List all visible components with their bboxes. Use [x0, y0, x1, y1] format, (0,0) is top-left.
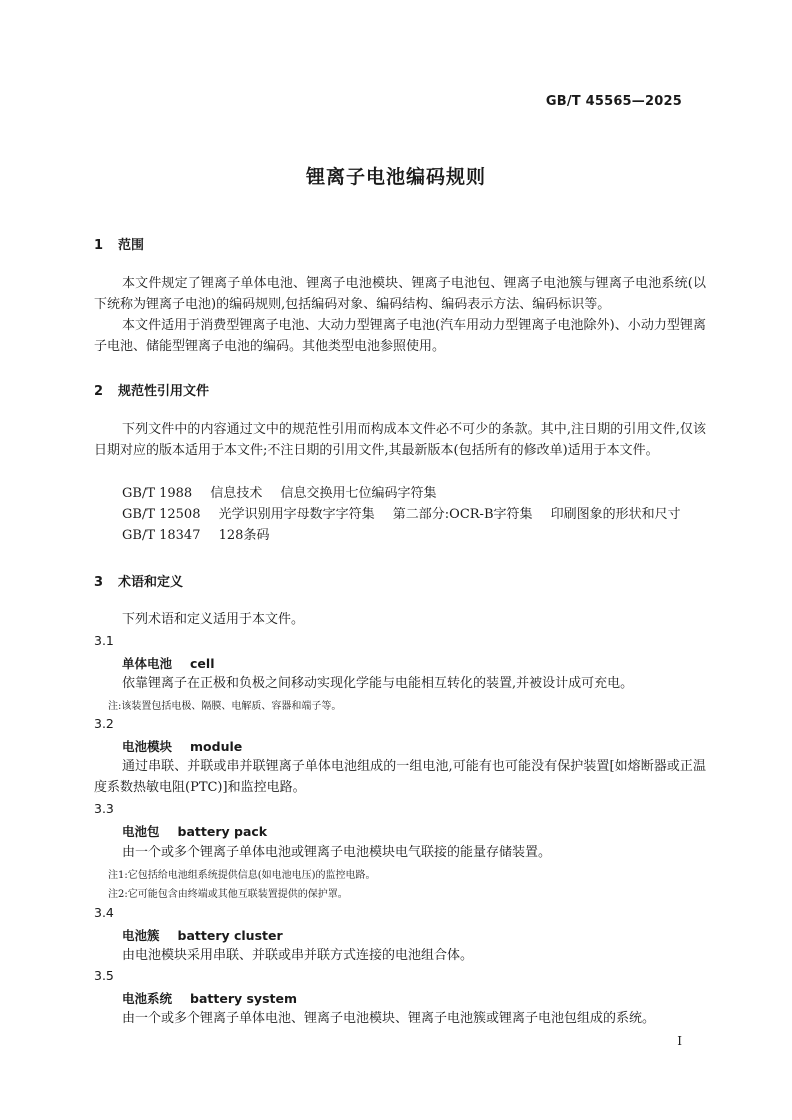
- term-number: 3.3: [94, 801, 114, 816]
- reference-code: GB/T 1988: [122, 486, 193, 501]
- reference-title-part: 128条码: [218, 528, 270, 543]
- term-note: 注1:它包括给电池组系统提供信息(如电池电压)的监控电路。: [108, 870, 376, 881]
- term-note: 注:该装置包括电极、隔膜、电解质、容器和端子等。: [108, 701, 342, 712]
- term-note: 注2:它可能包含由终端或其他互联装置提供的保护罩。: [108, 889, 348, 900]
- section-number: 2: [94, 384, 104, 399]
- term-en: battery pack: [177, 824, 268, 839]
- term-en: battery system: [190, 991, 297, 1006]
- section-number: 3: [94, 575, 104, 590]
- reference-title-part: 印刷图象的形状和尺寸: [550, 507, 681, 522]
- term-name: [122, 989, 297, 1007]
- reference-item: [122, 483, 437, 504]
- term-definition: 依靠锂离子在正极和负极之间移动实现化学能与电能相互转化的装置,并被设计成可充电。: [122, 676, 634, 691]
- reference-title-part: 第二部分:OCR-B字符集: [392, 507, 533, 522]
- term-name: [122, 822, 267, 840]
- term-number: 3.2: [94, 716, 114, 731]
- section-title: 术语和定义: [118, 575, 184, 590]
- term-number: 3.4: [94, 905, 114, 920]
- references-paragraph: 下列文件中的内容通过文中的规范性引用而构成本文件必不可少的条款。其中,注日期的引用文件,仅该日期对应的版本适用于本文件;不注日期的引用文件,其最新版本(包括所有的修改单)适用于本文件。: [94, 422, 706, 458]
- standard-number: GB/T 45565—2025: [545, 94, 682, 109]
- reference-item: [122, 525, 269, 546]
- term-zh: 电池系统: [122, 991, 173, 1006]
- term-definition: 通过串联、并联或串并联锂离子单体电池组成的一组电池,可能有也可能没有保护装置[如熔断器或正温度系数热敏电阻(PTC)]和监控电路。: [94, 759, 706, 795]
- terms-intro: 下列术语和定义适用于本文件。: [122, 612, 305, 627]
- document-title: 锂离子电池编码规则: [305, 166, 486, 188]
- section-1-heading: [94, 234, 144, 253]
- term-number: 3.5: [94, 968, 114, 983]
- section-3-heading: [94, 571, 183, 590]
- reference-title-part: 光学识别用字母数字字符集: [218, 507, 375, 522]
- term-zh: 电池模块: [122, 739, 173, 754]
- term-number: 3.1: [94, 633, 114, 648]
- term-en: module: [190, 739, 243, 754]
- term-definition: 由一个或多个锂离子单体电池、锂离子电池模块、锂离子电池簇或锂离子电池包组成的系统。: [122, 1011, 656, 1026]
- term-zh: 电池簇: [122, 928, 160, 943]
- scope-paragraph-1: 本文件规定了锂离子单体电池、锂离子电池模块、锂离子电池包、锂离子电池簇与锂离子电池系统(以下统称为锂离子电池)的编码规则,包括编码对象、编码结构、编码表示方法、编码标识等。: [94, 276, 706, 312]
- section-2-heading: [94, 380, 209, 399]
- section-number: 1: [94, 238, 104, 253]
- reference-item: [122, 504, 681, 525]
- page-number: I: [677, 1034, 682, 1048]
- term-en: battery cluster: [177, 928, 283, 943]
- term-name: [122, 654, 214, 672]
- reference-code: GB/T 12508: [122, 507, 201, 522]
- term-name: [122, 926, 283, 944]
- reference-title-part: 信息技术: [210, 486, 263, 501]
- scope-paragraph-2: 本文件适用于消费型锂离子电池、大动力型锂离子电池(汽车用动力型锂离子电池除外)、小动力型锂离子电池、储能型锂离子电池的编码。其他类型电池参照使用。: [94, 318, 706, 354]
- reference-title-part: 信息交换用七位编码字符集: [280, 486, 437, 501]
- section-title: 范围: [118, 238, 145, 253]
- term-name: [122, 737, 242, 755]
- term-definition: 由一个或多个锂离子单体电池或锂离子电池模块电气联接的能量存储装置。: [122, 845, 552, 860]
- term-zh: 电池包: [122, 824, 160, 839]
- term-definition: 由电池模块采用串联、并联或串并联方式连接的电池组合体。: [122, 948, 474, 963]
- term-en: cell: [190, 656, 215, 671]
- section-title: 规范性引用文件: [118, 384, 210, 399]
- reference-code: GB/T 18347: [122, 528, 201, 543]
- term-zh: 单体电池: [122, 656, 173, 671]
